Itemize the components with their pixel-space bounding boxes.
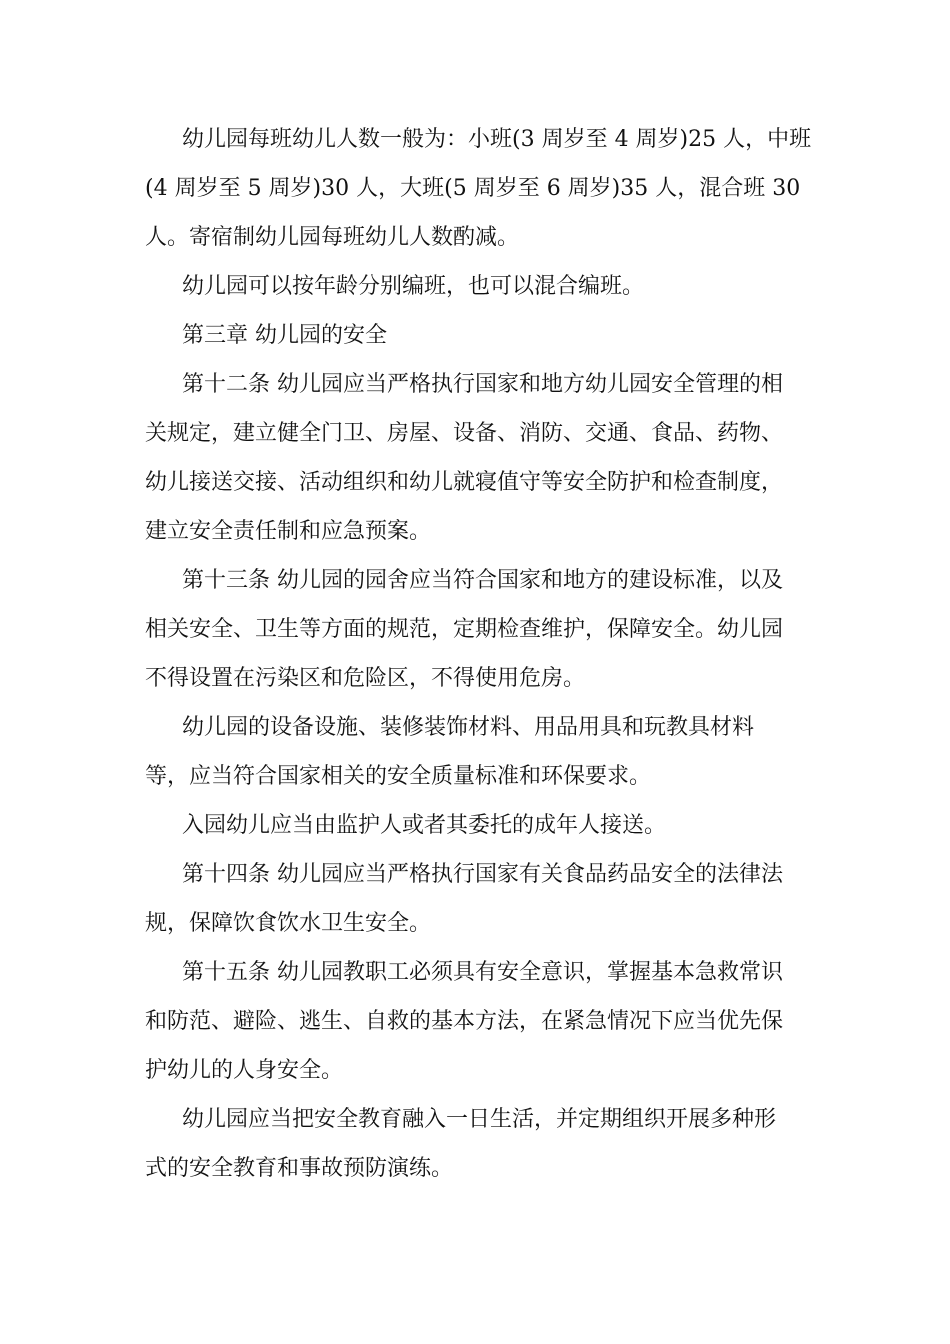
text-line: (4 周岁至 5 周岁)30 人，大班(5 周岁至 6 周岁)35 人，混合班 30 <box>145 176 801 201</box>
chapter-heading <box>145 311 805 360</box>
text-line: 关规定，建立健全门卫、房屋、设备、消防、交通、食品、药物、 <box>145 421 784 446</box>
text-line: 第十四条 幼儿园应当严格执行国家有关食品药品安全的法律法 <box>182 862 783 887</box>
text-line: 第十三条 幼儿园的园舍应当符合国家和地方的建设标准，以及 <box>182 568 783 593</box>
text-line: 等，应当符合国家相关的安全质量标准和环保要求。 <box>145 764 652 789</box>
text-line: 幼儿园每班幼儿人数一般为：小班(3 周岁至 4 周岁)25 人，中班 <box>182 127 812 152</box>
text-line: 人。寄宿制幼儿园每班幼儿人数酌减。 <box>145 225 520 250</box>
text-line: 相关安全、卫生等方面的规范，定期检查维护，保障安全。幼儿园 <box>145 617 784 642</box>
document-page <box>145 115 812 1193</box>
article-13 <box>145 556 805 703</box>
text-line: 幼儿园应当把安全教育融入一日生活，并定期组织开展多种形 <box>182 1107 777 1132</box>
text-line: 规，保障饮食饮水卫生安全。 <box>145 911 432 936</box>
text-line: 和防范、避险、逃生、自救的基本方法，在紧急情况下应当优先保 <box>145 1009 784 1034</box>
text-line: 幼儿园的设备设施、装修装饰材料、用品用具和玩教具材料 <box>182 715 755 740</box>
text-line: 式的安全教育和事故预防演练。 <box>145 1156 454 1181</box>
article-14 <box>145 850 805 948</box>
text-line: 第三章 幼儿园的安全 <box>182 323 387 348</box>
text-line: 幼儿园可以按年龄分别编班，也可以混合编班。 <box>182 274 645 299</box>
text-line: 幼儿接送交接、活动组织和幼儿就寝值守等安全防护和检查制度， <box>145 470 784 495</box>
text-line: 入园幼儿应当由监护人或者其委托的成年人接送。 <box>182 813 667 838</box>
paragraph-pickup <box>145 801 805 850</box>
text-line: 第十五条 幼儿园教职工必须具有安全意识，掌握基本急救常识 <box>182 960 783 985</box>
text-line: 建立安全责任制和应急预案。 <box>145 519 432 544</box>
paragraph-grouping <box>145 262 805 311</box>
text-line: 不得设置在污染区和危险区，不得使用危房。 <box>145 666 586 691</box>
article-12 <box>145 360 805 556</box>
paragraph-equipment <box>145 703 805 801</box>
article-15 <box>145 948 805 1095</box>
paragraph-class-size <box>145 115 812 262</box>
text-line: 护幼儿的人身安全。 <box>145 1058 344 1083</box>
paragraph-safety-education <box>145 1095 805 1193</box>
text-line: 第十二条 幼儿园应当严格执行国家和地方幼儿园安全管理的相 <box>182 372 783 397</box>
